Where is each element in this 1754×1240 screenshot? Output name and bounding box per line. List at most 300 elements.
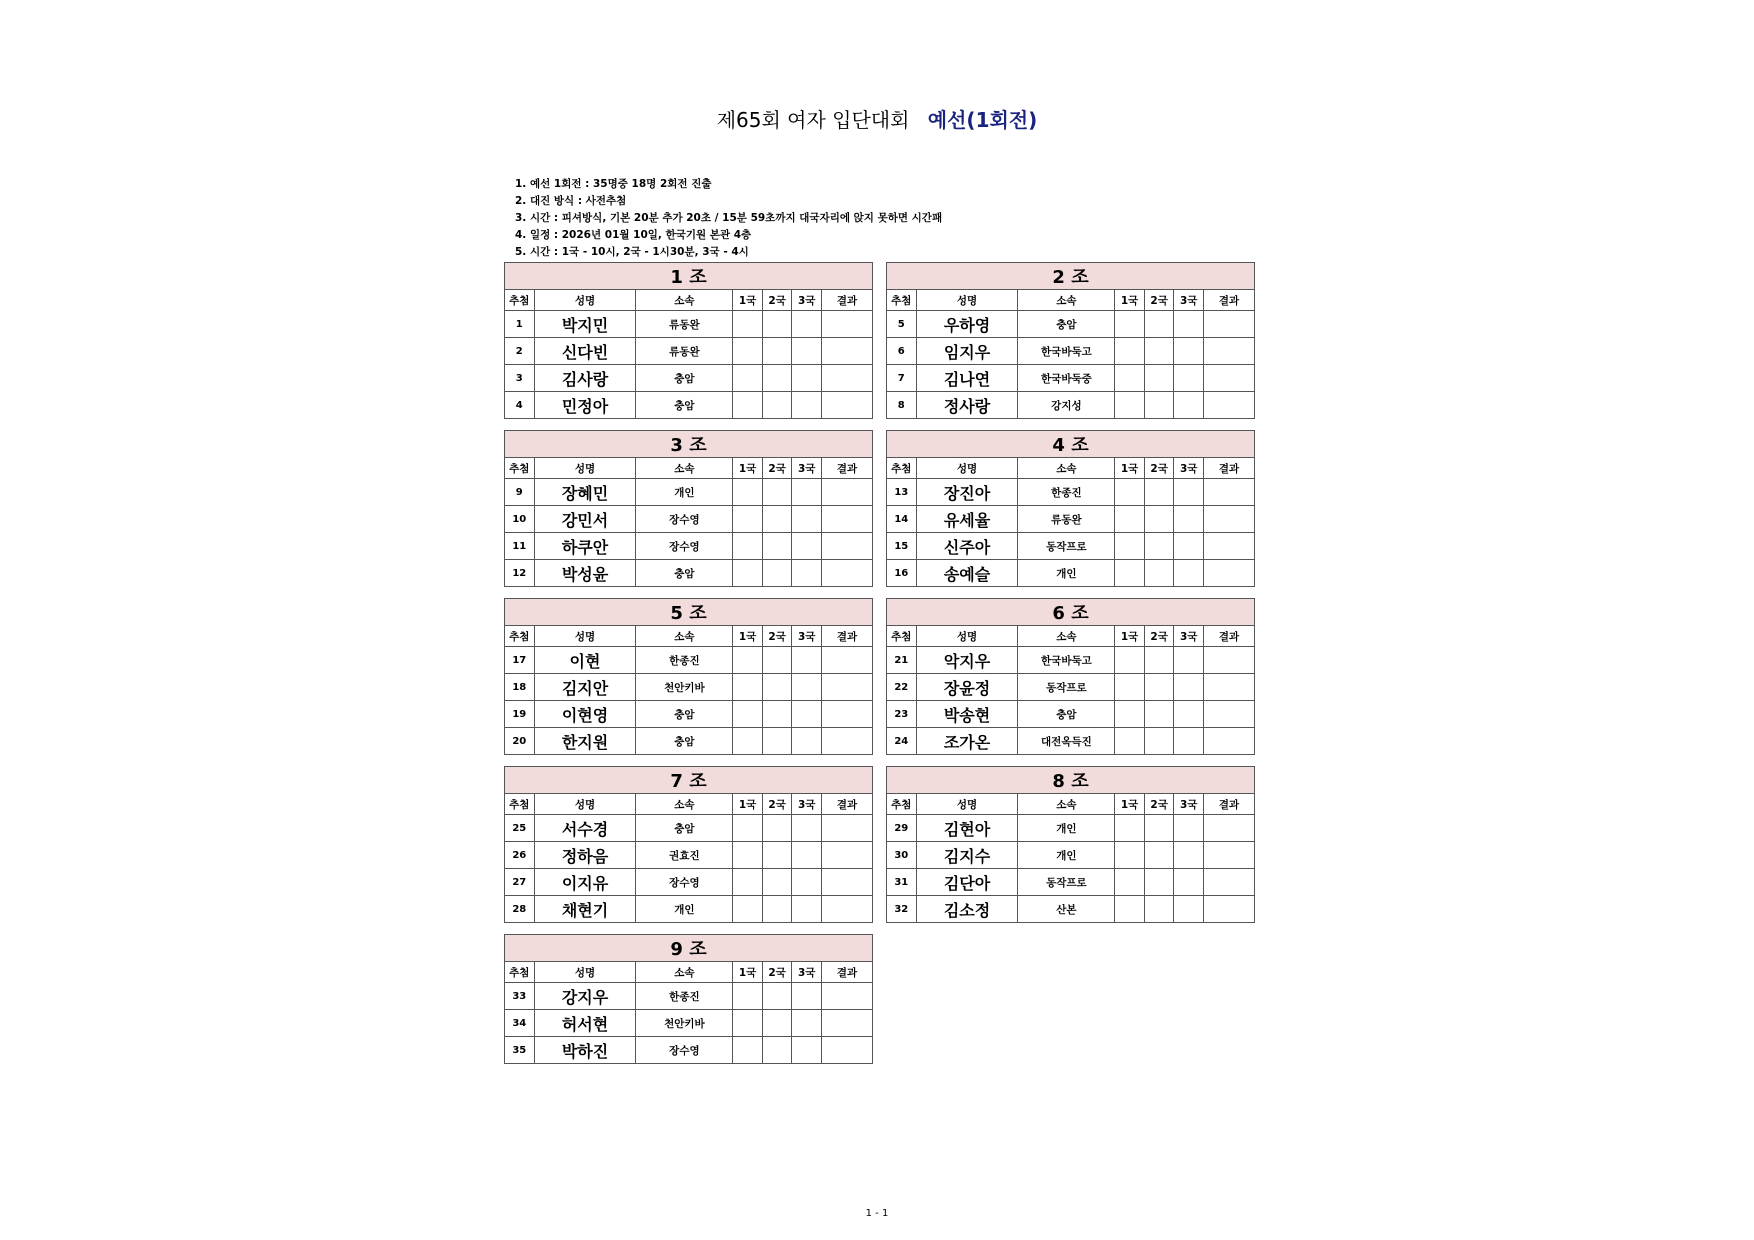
player-name: 강지우 [534,983,636,1010]
column-header: 성명 [534,794,636,815]
table-row [887,392,1255,419]
player-affiliation: 대전옥득진 [1018,728,1115,755]
game-2-cell [762,1010,792,1037]
game-2-cell [762,815,792,842]
game-3-cell [792,560,822,587]
game-1-cell [1115,896,1145,923]
column-header: 추첨 [887,290,917,311]
column-header: 성명 [916,794,1018,815]
player-affiliation: 천안키바 [636,674,733,701]
game-3-cell [792,896,822,923]
group-5-table [504,598,873,755]
table-row [887,479,1255,506]
game-1-cell [733,311,763,338]
group-6-table [886,598,1255,755]
table-row [887,701,1255,728]
player-name: 이지유 [534,869,636,896]
player-name: 장윤정 [916,674,1018,701]
player-name: 김나연 [916,365,1018,392]
game-1-cell [733,815,763,842]
game-1-cell [733,533,763,560]
player-affiliation: 충암 [636,701,733,728]
result-cell [821,506,872,533]
table-row [505,842,873,869]
game-2-cell [762,896,792,923]
column-header: 성명 [534,962,636,983]
group-9-table [504,934,873,1064]
group-title: 2 조 [887,263,1255,290]
player-name: 김단아 [916,869,1018,896]
game-3-cell [792,365,822,392]
game-2-cell [1144,560,1174,587]
draw-number: 30 [887,842,917,869]
table-row [505,674,873,701]
column-header: 추첨 [505,794,535,815]
game-1-cell [1115,728,1145,755]
game-3-cell [1174,728,1204,755]
draw-number: 13 [887,479,917,506]
game-2-cell [1144,842,1174,869]
page-number: 1 - 1 [865,1208,889,1219]
game-3-cell [1174,674,1204,701]
player-name: 하쿠안 [534,533,636,560]
player-affiliation: 개인 [1018,560,1115,587]
player-name: 서수경 [534,815,636,842]
game-2-cell [762,983,792,1010]
player-name: 이현영 [534,701,636,728]
result-cell [821,674,872,701]
game-1-cell [1115,533,1145,560]
game-1-cell [733,1037,763,1064]
draw-number: 11 [505,533,535,560]
game-2-cell [762,533,792,560]
column-header: 추첨 [887,458,917,479]
group-title: 3 조 [505,431,873,458]
game-3-cell [1174,365,1204,392]
column-header: 3국 [792,290,822,311]
player-affiliation: 류동완 [636,338,733,365]
player-name: 민정아 [534,392,636,419]
player-affiliation: 충암 [636,392,733,419]
draw-number: 24 [887,728,917,755]
notes-list [515,176,942,261]
game-1-cell [733,506,763,533]
column-header: 추첨 [505,626,535,647]
draw-number: 9 [505,479,535,506]
game-3-cell [1174,533,1204,560]
game-2-cell [1144,365,1174,392]
game-1-cell [1115,506,1145,533]
game-1-cell [1115,392,1145,419]
draw-number: 35 [505,1037,535,1064]
player-name: 박성윤 [534,560,636,587]
result-cell [821,479,872,506]
player-name: 김지안 [534,674,636,701]
game-1-cell [733,842,763,869]
column-header: 3국 [792,962,822,983]
table-row [505,365,873,392]
game-3-cell [1174,815,1204,842]
draw-number: 3 [505,365,535,392]
table-row [505,1037,873,1064]
column-header: 추첨 [505,458,535,479]
table-row [505,560,873,587]
result-cell [1203,338,1254,365]
group-title: 1 조 [505,263,873,290]
player-affiliation: 개인 [1018,842,1115,869]
game-1-cell [733,983,763,1010]
player-name: 이현 [534,647,636,674]
player-affiliation: 장수영 [636,869,733,896]
column-header: 1국 [1115,458,1145,479]
draw-number: 31 [887,869,917,896]
game-1-cell [733,560,763,587]
table-row [505,728,873,755]
player-affiliation: 장수영 [636,506,733,533]
result-cell [1203,311,1254,338]
result-cell [1203,701,1254,728]
game-3-cell [792,647,822,674]
note-item: 1. 예선 1회전 : 35명중 18명 2회전 진출 [515,178,712,190]
game-3-cell [792,338,822,365]
result-cell [821,533,872,560]
draw-number: 16 [887,560,917,587]
player-name: 악지우 [916,647,1018,674]
group-title: 7 조 [505,767,873,794]
result-cell [821,815,872,842]
game-3-cell [1174,392,1204,419]
note-item: 2. 대진 방식 : 사전추첨 [515,195,627,207]
game-1-cell [733,728,763,755]
game-2-cell [762,560,792,587]
draw-number: 19 [505,701,535,728]
result-cell [1203,392,1254,419]
player-name: 정하음 [534,842,636,869]
result-cell [821,842,872,869]
game-2-cell [762,869,792,896]
draw-number: 6 [887,338,917,365]
game-1-cell [733,701,763,728]
group-3-table [504,430,873,587]
column-header: 1국 [733,290,763,311]
table-row [887,815,1255,842]
column-header: 3국 [792,794,822,815]
player-name: 유세율 [916,506,1018,533]
result-cell [1203,674,1254,701]
game-3-cell [1174,479,1204,506]
result-cell [821,896,872,923]
column-header: 성명 [534,626,636,647]
column-header: 1국 [733,626,763,647]
group-title: 9 조 [505,935,873,962]
game-2-cell [762,701,792,728]
column-header: 1국 [733,962,763,983]
game-3-cell [792,1037,822,1064]
note-item: 3. 시간 : 피셔방식, 기본 20분 추가 20초 / 15분 59초까지 대국자리에 앉지 못하면 시간패 [515,212,943,224]
table-row [887,311,1255,338]
column-header: 소속 [1018,626,1115,647]
column-header: 3국 [1174,458,1204,479]
player-affiliation: 개인 [636,479,733,506]
player-name: 한지원 [534,728,636,755]
game-3-cell [1174,506,1204,533]
group-1-table [504,262,873,419]
player-affiliation: 동작프로 [1018,533,1115,560]
column-header: 2국 [1144,458,1174,479]
group-2-table [886,262,1255,419]
game-3-cell [792,311,822,338]
player-affiliation: 동작프로 [1018,869,1115,896]
table-row [887,560,1255,587]
table-row [505,1010,873,1037]
game-1-cell [1115,365,1145,392]
game-1-cell [1115,869,1145,896]
table-row [887,647,1255,674]
table-row [505,983,873,1010]
column-header: 1국 [733,794,763,815]
player-affiliation: 한종진 [636,983,733,1010]
game-1-cell [1115,647,1145,674]
game-1-cell [1115,311,1145,338]
column-header: 성명 [916,458,1018,479]
title-main: 제65회 여자 입단대회 [716,108,910,132]
column-header: 소속 [636,458,733,479]
game-1-cell [1115,674,1145,701]
player-name: 박하진 [534,1037,636,1064]
draw-number: 7 [887,365,917,392]
player-affiliation: 개인 [636,896,733,923]
game-2-cell [762,479,792,506]
game-2-cell [762,674,792,701]
table-row [887,842,1255,869]
game-3-cell [1174,869,1204,896]
game-3-cell [792,392,822,419]
column-header: 3국 [792,458,822,479]
column-header: 1국 [1115,290,1145,311]
table-row [887,365,1255,392]
column-header: 결과 [821,290,872,311]
table-row [887,533,1255,560]
player-name: 장혜민 [534,479,636,506]
game-2-cell [1144,311,1174,338]
game-2-cell [1144,701,1174,728]
group-7-table [504,766,873,923]
game-3-cell [792,1010,822,1037]
game-2-cell [762,647,792,674]
player-affiliation: 한종진 [1018,479,1115,506]
game-3-cell [792,701,822,728]
result-cell [1203,560,1254,587]
player-affiliation: 충암 [636,365,733,392]
game-3-cell [1174,896,1204,923]
player-affiliation: 한국바둑고 [1018,338,1115,365]
player-affiliation: 천안키바 [636,1010,733,1037]
column-header: 2국 [1144,626,1174,647]
game-1-cell [1115,560,1145,587]
draw-number: 33 [505,983,535,1010]
player-name: 정사랑 [916,392,1018,419]
column-header: 소속 [636,962,733,983]
result-cell [821,1037,872,1064]
column-header: 결과 [821,626,872,647]
column-header: 결과 [1203,458,1254,479]
game-3-cell [792,506,822,533]
player-affiliation: 류동완 [636,311,733,338]
column-header: 추첨 [887,626,917,647]
column-header: 1국 [1115,794,1145,815]
result-cell [821,365,872,392]
player-name: 채현기 [534,896,636,923]
group-title: 6 조 [887,599,1255,626]
result-cell [1203,479,1254,506]
draw-number: 18 [505,674,535,701]
column-header: 추첨 [505,290,535,311]
game-1-cell [1115,479,1145,506]
column-header: 2국 [762,626,792,647]
game-2-cell [1144,869,1174,896]
table-row [887,896,1255,923]
column-header: 성명 [916,626,1018,647]
page-title [0,104,1754,133]
game-2-cell [1144,533,1174,560]
table-row [887,506,1255,533]
group-title: 8 조 [887,767,1255,794]
table-row [505,647,873,674]
game-2-cell [1144,728,1174,755]
player-name: 김사랑 [534,365,636,392]
table-row [505,479,873,506]
table-row [887,338,1255,365]
table-row [505,392,873,419]
player-name: 박송현 [916,701,1018,728]
game-2-cell [1144,506,1174,533]
result-cell [821,983,872,1010]
column-header: 결과 [821,962,872,983]
group-8-table [886,766,1255,923]
player-name: 김현아 [916,815,1018,842]
result-cell [821,560,872,587]
game-2-cell [1144,674,1174,701]
column-header: 3국 [1174,794,1204,815]
column-header: 2국 [762,962,792,983]
table-row [887,869,1255,896]
note-item: 5. 시간 : 1국 - 10시, 2국 - 1시30분, 3국 - 4시 [515,246,749,258]
player-affiliation: 권효진 [636,842,733,869]
result-cell [1203,869,1254,896]
group-title: 5 조 [505,599,873,626]
game-1-cell [733,338,763,365]
player-name: 임지우 [916,338,1018,365]
column-header: 2국 [762,458,792,479]
game-2-cell [762,392,792,419]
result-cell [1203,533,1254,560]
result-cell [821,728,872,755]
group-title: 4 조 [887,431,1255,458]
game-1-cell [733,365,763,392]
player-affiliation: 충암 [1018,701,1115,728]
player-affiliation: 충암 [1018,311,1115,338]
column-header: 2국 [1144,290,1174,311]
game-2-cell [1144,815,1174,842]
draw-number: 22 [887,674,917,701]
player-name: 신주아 [916,533,1018,560]
draw-number: 28 [505,896,535,923]
column-header: 2국 [1144,794,1174,815]
game-1-cell [1115,842,1145,869]
player-name: 장진아 [916,479,1018,506]
column-header: 추첨 [505,962,535,983]
table-row [505,533,873,560]
game-3-cell [792,533,822,560]
game-2-cell [1144,647,1174,674]
draw-number: 32 [887,896,917,923]
game-3-cell [792,479,822,506]
column-header: 결과 [821,458,872,479]
draw-number: 12 [505,560,535,587]
column-header: 성명 [916,290,1018,311]
game-3-cell [792,815,822,842]
player-name: 강민서 [534,506,636,533]
draw-number: 5 [887,311,917,338]
column-header: 소속 [636,794,733,815]
column-header: 소속 [636,290,733,311]
result-cell [821,338,872,365]
result-cell [1203,896,1254,923]
game-3-cell [1174,701,1204,728]
game-3-cell [792,983,822,1010]
draw-number: 29 [887,815,917,842]
result-cell [1203,728,1254,755]
column-header: 결과 [1203,794,1254,815]
game-3-cell [1174,311,1204,338]
game-2-cell [1144,479,1174,506]
draw-number: 21 [887,647,917,674]
column-header: 2국 [762,290,792,311]
result-cell [1203,506,1254,533]
result-cell [1203,815,1254,842]
column-header: 추첨 [887,794,917,815]
column-header: 1국 [1115,626,1145,647]
game-3-cell [792,869,822,896]
column-header: 3국 [1174,290,1204,311]
game-3-cell [1174,842,1204,869]
player-affiliation: 한국바둑고 [1018,647,1115,674]
game-2-cell [1144,338,1174,365]
game-1-cell [733,674,763,701]
game-1-cell [733,479,763,506]
draw-number: 25 [505,815,535,842]
column-header: 소속 [1018,458,1115,479]
column-header: 1국 [733,458,763,479]
table-row [505,338,873,365]
draw-number: 23 [887,701,917,728]
draw-number: 15 [887,533,917,560]
draw-number: 17 [505,647,535,674]
player-affiliation: 산본 [1018,896,1115,923]
game-2-cell [762,728,792,755]
column-header: 성명 [534,458,636,479]
draw-number: 14 [887,506,917,533]
player-affiliation: 충암 [636,728,733,755]
game-2-cell [762,365,792,392]
player-name: 조가온 [916,728,1018,755]
game-1-cell [1115,815,1145,842]
player-affiliation: 장수영 [636,533,733,560]
column-header: 결과 [1203,626,1254,647]
draw-number: 2 [505,338,535,365]
table-row [505,815,873,842]
column-header: 소속 [1018,794,1115,815]
